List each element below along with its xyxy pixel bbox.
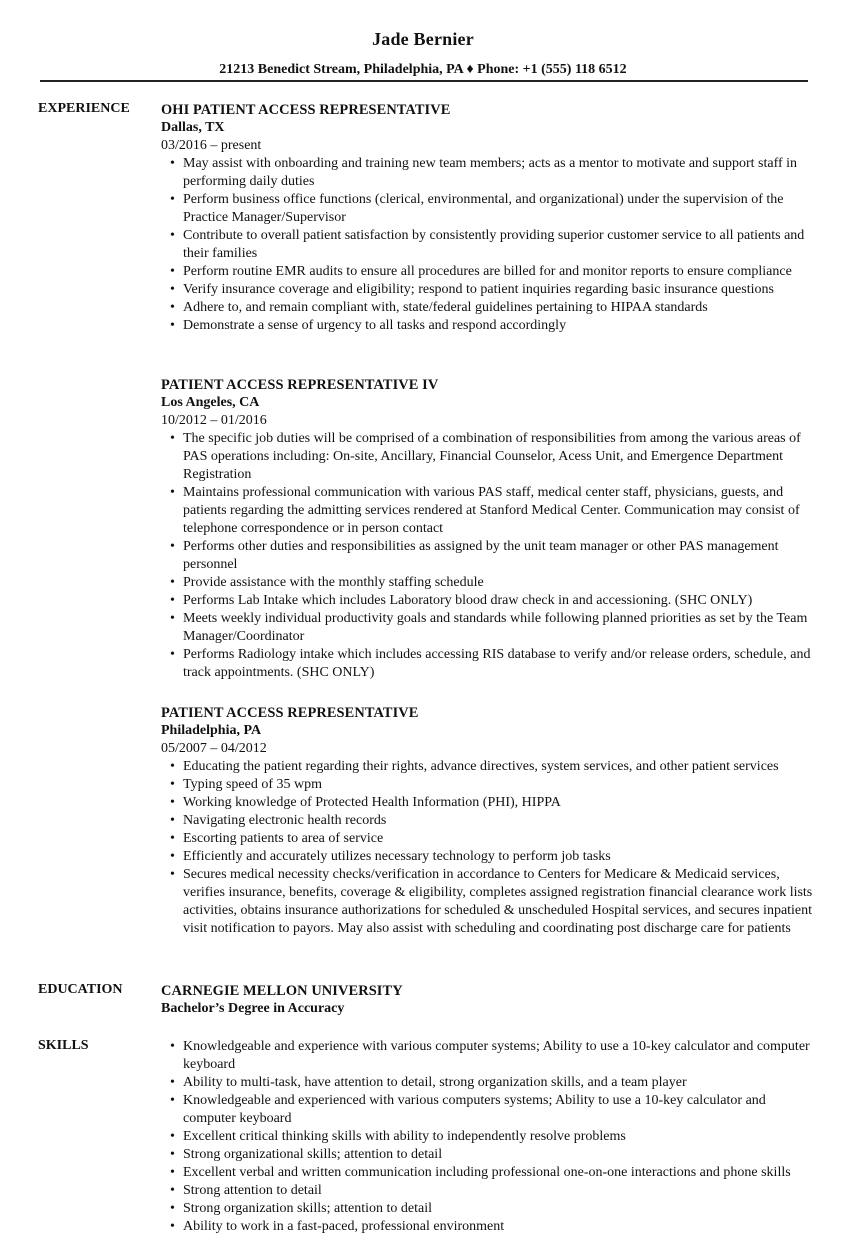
list-item: • Perform routine EMR audits to ensure all procedures are billed for and monitor reports to ensure compliance: [161, 263, 821, 281]
list-item: • Working knowledge of Protected Health Information (PHI), HIPPA: [161, 794, 821, 812]
list-item: • Provide assistance with the monthly staffing schedule: [161, 574, 821, 592]
skills-entry: [161, 1038, 821, 1236]
job-title: PATIENT ACCESS REPRESENTATIVE IV: [161, 377, 439, 393]
list-item: • Demonstrate a sense of urgency to all tasks and respond accordingly: [161, 317, 821, 335]
job-dates: 05/2007 – 04/2012: [161, 741, 267, 756]
job-dates: 10/2012 – 01/2016: [161, 413, 267, 428]
list-item: • Escorting patients to area of service: [161, 830, 821, 848]
job-location: Los Angeles, CA: [161, 395, 260, 410]
list-item: • Efficiently and accurately utilizes necessary technology to perform job tasks: [161, 848, 821, 866]
experience-section-label: EXPERIENCE: [38, 101, 130, 116]
job-location: Dallas, TX: [161, 120, 225, 135]
list-item: • The specific job duties will be comprised of a combination of responsibilities from among the various areas of PAS operations including: On-site, Ancillary, Financial Counselor, Acess Unit, and Emergence Department Registration: [161, 430, 821, 484]
list-item: • Navigating electronic health records: [161, 812, 821, 830]
education-entry: [161, 982, 821, 1018]
list-item: • Maintains professional communication with various PAS staff, medical center staff, physicians, guests, and patients regarding the admitting services rendered at Stanford Medical Center. Communication may consist of telephone correspondence or in person contact: [161, 484, 821, 538]
job-duties-list: [161, 155, 821, 335]
job-duties-list: [161, 430, 821, 682]
list-item: • Strong organizational skills; attention to detail: [161, 1146, 821, 1164]
list-item: • Strong organization skills; attention to detail: [161, 1200, 821, 1218]
candidate-name: Jade Bernier: [372, 29, 474, 49]
list-item: • Adhere to, and remain compliant with, state/federal guidelines pertaining to HIPAA standards: [161, 299, 821, 317]
skills-section-label: SKILLS: [38, 1038, 89, 1053]
list-item: • Performs Radiology intake which includes accessing RIS database to verify and/or release orders, schedule, and track appointments. (SHC ONLY): [161, 646, 821, 682]
job-entry: [161, 704, 821, 938]
list-item: • Typing speed of 35 wpm: [161, 776, 821, 794]
job-dates: 03/2016 – present: [161, 138, 262, 153]
contact-line: 21213 Benedict Stream, Philadelphia, PA ♦ Phone: +1 (555) 118 6512: [219, 62, 627, 77]
list-item: • Perform business office functions (clerical, environmental, and organizational) under the supervision of the Practice Manager/Supervisor: [161, 191, 821, 227]
job-location: Philadelphia, PA: [161, 723, 262, 738]
list-item: • Performs other duties and responsibilities as assigned by the unit team manager or other PAS management personnel: [161, 538, 821, 574]
header-divider: [40, 80, 808, 82]
job-title: OHI PATIENT ACCESS REPRESENTATIVE: [161, 102, 451, 118]
list-item: • Verify insurance coverage and eligibility; respond to patient inquiries regarding basic insurance questions: [161, 281, 821, 299]
list-item: • Strong attention to detail: [161, 1182, 821, 1200]
list-item: • Educating the patient regarding their rights, advance directives, system services, and other patient services: [161, 758, 821, 776]
education-section-label: EDUCATION: [38, 982, 123, 997]
list-item: • Meets weekly individual productivity goals and standards while following planned priorities as set by the Team Manager/Coordinator: [161, 610, 821, 646]
school-name: CARNEGIE MELLON UNIVERSITY: [161, 983, 403, 999]
list-item: • Excellent verbal and written communication including professional one-on-one interactions and phone skills: [161, 1164, 821, 1182]
list-item: • May assist with onboarding and training new team members; acts as a mentor to motivate and support staff in performing daily duties: [161, 155, 821, 191]
list-item: • Knowledgeable and experienced with various computers systems; Ability to use a 10-key calculator and computer keyboard: [161, 1092, 821, 1128]
job-duties-list: [161, 758, 821, 938]
list-item: • Knowledgeable and experience with various computer systems; Ability to use a 10-key calculator and computer keyboard: [161, 1038, 821, 1074]
job-entry: [161, 376, 821, 682]
list-item: • Ability to multi-task, have attention to detail, strong organization skills, and a team player: [161, 1074, 821, 1092]
list-item: • Performs Lab Intake which includes Laboratory blood draw check in and accessioning. (SHC ONLY): [161, 592, 821, 610]
list-item: • Ability to work in a fast-paced, professional environment: [161, 1218, 821, 1236]
list-item: • Excellent critical thinking skills with ability to independently resolve problems: [161, 1128, 821, 1146]
degree: Bachelor’s Degree in Accuracy: [161, 1001, 345, 1016]
job-entry: [161, 101, 821, 335]
job-title: PATIENT ACCESS REPRESENTATIVE: [161, 705, 419, 721]
skills-list: [161, 1038, 821, 1236]
list-item: • Secures medical necessity checks/verification in accordance to Centers for Medicare & Medicaid services, verifies insurance, benefits, coverage & eligibility, completes assigned registration financial clearance work lists activities, obtains insurance authorizations for scheduled & unscheduled Hospital services, and secures inpatient visit notification to payors. May also assist with scheduling and coordinating post discharge care for patients: [161, 866, 821, 938]
list-item: • Contribute to overall patient satisfaction by consistently providing superior customer service to all patients and their families: [161, 227, 821, 263]
